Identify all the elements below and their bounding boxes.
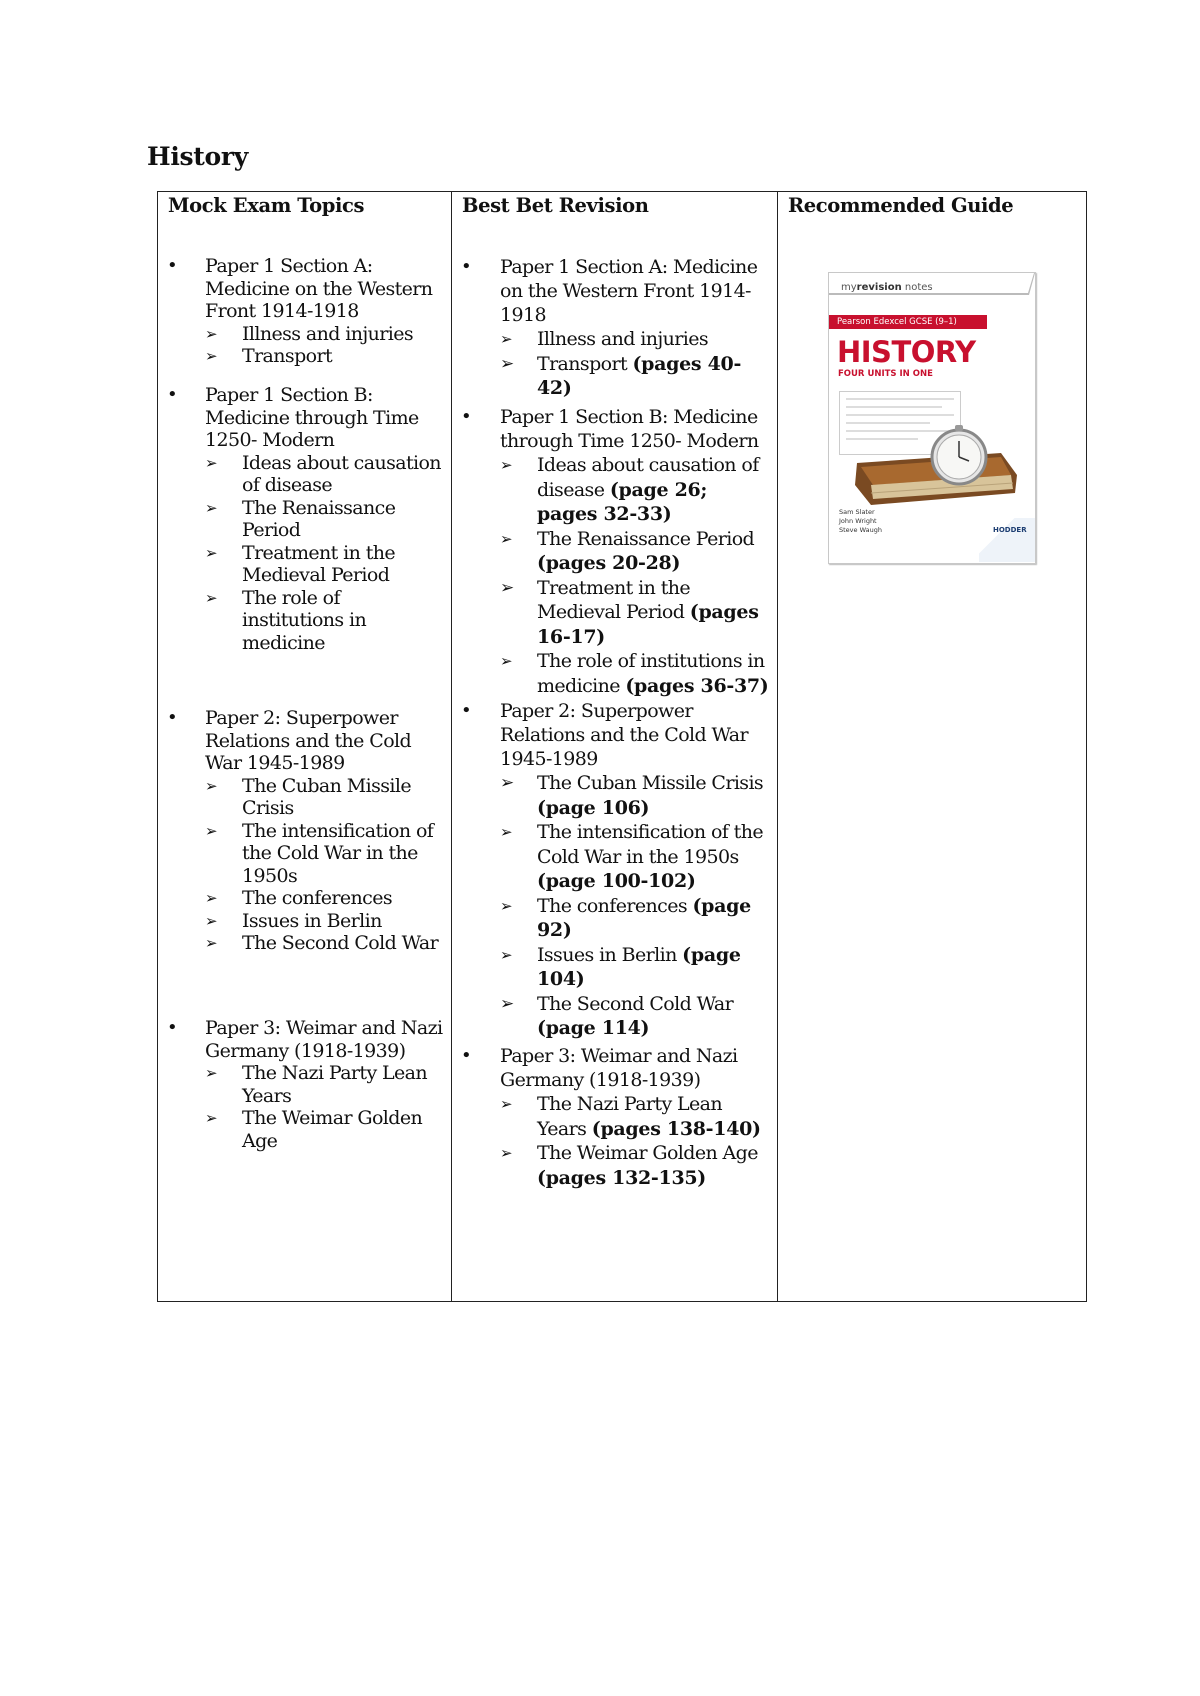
subtopic-text: The intensification of the Cold War in the 1950s xyxy=(242,819,434,887)
list-item xyxy=(452,992,777,1041)
arrow-bullet-icon: ➢ xyxy=(500,456,512,474)
arrow-bullet-icon: ➢ xyxy=(205,347,217,365)
page-reference: (pages 16-17) xyxy=(537,601,759,648)
subtopic-text: The Renaissance Period xyxy=(242,496,396,541)
revision-topic xyxy=(452,1044,777,1190)
subtopic-text: The Cuban Missile Crisis xyxy=(242,774,411,819)
revision-topic xyxy=(452,699,777,1041)
page-reference: (pages 40-42) xyxy=(537,352,742,399)
revision-topic-heading-text: Paper 3: Weimar and Nazi Germany (1918-1939) xyxy=(500,1045,738,1091)
list-item xyxy=(452,527,777,576)
book-brand: myrevision notes xyxy=(841,282,933,293)
bullet-icon: • xyxy=(461,256,472,277)
arrow-bullet-icon: ➢ xyxy=(205,1109,217,1127)
revision-list xyxy=(452,222,777,1222)
list-item xyxy=(452,576,777,650)
list-item xyxy=(158,452,451,497)
bullet-icon: • xyxy=(461,700,472,721)
mock-topics-list xyxy=(158,222,451,1222)
list-item xyxy=(452,453,777,527)
revision-topic-heading-text: Paper 2: Superpower Relations and the Cold War 1945-1989 xyxy=(500,700,748,770)
list-item xyxy=(158,1062,451,1107)
mock-topic-heading xyxy=(158,384,451,452)
page-reference: (page 26; pages 32-33) xyxy=(537,478,708,525)
arrow-bullet-icon: ➢ xyxy=(500,773,514,793)
subtopic-text: The Weimar Golden Age xyxy=(537,1142,758,1164)
arrow-bullet-icon: ➢ xyxy=(500,993,514,1014)
subtopic-text: Issues in Berlin xyxy=(242,909,382,932)
subtopic-text: The intensification of the Cold War in the 1950s xyxy=(537,821,763,868)
subtopic-text: Transport xyxy=(242,345,332,367)
guide-content xyxy=(778,222,1086,1222)
revision-topic xyxy=(452,405,777,698)
arrow-bullet-icon: ➢ xyxy=(205,324,217,343)
subtopic-text: Treatment in the Medieval Period xyxy=(242,541,396,586)
subtopic-text: Transport xyxy=(537,352,627,375)
page-reference: (page 92) xyxy=(537,894,751,941)
list-item xyxy=(158,775,451,820)
mock-topic-heading-text: Paper 1 Section B: Medicine through Time 1250- Modern xyxy=(205,384,419,451)
arrow-bullet-icon: ➢ xyxy=(500,1095,512,1113)
mock-topic-heading xyxy=(158,255,451,323)
list-item xyxy=(158,932,451,955)
revision-header: Best Bet Revision xyxy=(462,194,649,217)
revision-topic-heading-text: Paper 1 Section A: Medicine on the Western Front 1914-1918 xyxy=(500,256,758,326)
book-title: HISTORY xyxy=(837,335,976,369)
subtopic-text: The Nazi Party Lean Years xyxy=(242,1062,428,1107)
list-item xyxy=(158,497,451,542)
list-item xyxy=(158,542,451,587)
revision-topic-heading-text: Paper 1 Section B: Medicine through Time 1250- Modern xyxy=(500,406,759,452)
revision-subtopic-list xyxy=(452,327,777,401)
arrow-bullet-icon: ➢ xyxy=(205,588,217,607)
page-reference: (page 104) xyxy=(537,943,741,990)
subtopic-text: The Second Cold War xyxy=(537,992,734,1015)
list-item xyxy=(452,943,777,992)
revision-topic-heading xyxy=(452,255,777,327)
arrow-bullet-icon: ➢ xyxy=(500,896,512,915)
bullet-icon: • xyxy=(461,406,472,427)
page-reference: (page 100-102) xyxy=(537,870,696,892)
subtopic-text: The role of institutions in medicine xyxy=(242,586,367,654)
list-item xyxy=(158,345,451,368)
list-item xyxy=(452,1092,777,1141)
revision-topic-heading xyxy=(452,699,777,771)
page-title: History xyxy=(147,142,249,171)
list-item xyxy=(452,771,777,820)
revision-subtopic-list xyxy=(452,1092,777,1190)
arrow-bullet-icon: ➢ xyxy=(205,821,217,840)
arrow-bullet-icon: ➢ xyxy=(205,498,217,517)
book-authors: Sam Slater John Wright Steve Waugh xyxy=(839,508,882,534)
subtopic-text: The Renaissance Period xyxy=(537,527,755,550)
bullet-icon: • xyxy=(167,255,178,276)
bullet-icon: • xyxy=(167,707,178,728)
arrow-bullet-icon: ➢ xyxy=(500,330,512,348)
mock-subtopic-list xyxy=(158,452,451,655)
page-reference: (pages 132-135) xyxy=(537,1166,706,1189)
mock-subtopic-list xyxy=(158,1062,451,1152)
mock-topic xyxy=(158,255,451,368)
list-item xyxy=(452,649,777,698)
revision-subtopic-list xyxy=(452,771,777,1041)
subtopic-text: The conferences xyxy=(537,894,687,917)
revision-subtopic-list xyxy=(452,453,777,698)
list-item xyxy=(158,910,451,933)
list-item xyxy=(158,323,451,346)
subtopic-text: Illness and injuries xyxy=(537,328,709,350)
mock-topic-heading-text: Paper 3: Weimar and Nazi Germany (1918-1939) xyxy=(205,1017,443,1062)
arrow-bullet-icon: ➢ xyxy=(500,577,514,598)
arrow-bullet-icon: ➢ xyxy=(205,1064,217,1082)
subtopic-text: The role of institutions in medicine xyxy=(537,650,765,697)
page-reference: (pages 36-37) xyxy=(625,674,769,697)
subtopic-text: The Cuban Missile Crisis xyxy=(537,772,764,794)
subtopic-text: The Nazi Party Lean Years xyxy=(537,1093,723,1140)
page-reference: (pages 138-140) xyxy=(591,1117,761,1140)
list-item xyxy=(158,887,451,910)
arrow-bullet-icon: ➢ xyxy=(500,652,512,670)
arrow-bullet-icon: ➢ xyxy=(500,1144,512,1162)
mock-topic-heading-text: Paper 1 Section A: Medicine on the Western Front 1914-1918 xyxy=(205,255,433,322)
arrow-bullet-icon: ➢ xyxy=(205,934,217,952)
list-item xyxy=(158,1107,451,1152)
subtopic-text: Illness and injuries xyxy=(242,322,414,345)
mock-topic xyxy=(158,1017,451,1152)
revision-topic-heading xyxy=(452,405,777,453)
revision-table xyxy=(157,191,1087,1302)
subtopic-text: Issues in Berlin xyxy=(537,943,677,966)
mock-topics-header: Mock Exam Topics xyxy=(168,194,365,217)
bullet-icon: • xyxy=(167,384,178,405)
arrow-bullet-icon: ➢ xyxy=(205,889,217,907)
publisher-logo: HODDER xyxy=(979,518,1035,562)
page-reference: (pages 20-28) xyxy=(537,552,681,574)
arrow-bullet-icon: ➢ xyxy=(500,945,512,964)
mock-subtopic-list xyxy=(158,323,451,368)
subtopic-text: The Second Cold War xyxy=(242,932,439,954)
book-exam-board: Pearson Edexcel GCSE (9–1) xyxy=(829,315,987,329)
book-subtitle: FOUR UNITS IN ONE xyxy=(838,369,933,379)
mock-topic-heading xyxy=(158,1017,451,1062)
arrow-bullet-icon: ➢ xyxy=(500,529,512,548)
subtopic-text: The conferences xyxy=(242,887,392,909)
bullet-icon: • xyxy=(167,1017,178,1038)
arrow-bullet-icon: ➢ xyxy=(500,353,514,374)
mock-topic-heading-text: Paper 2: Superpower Relations and the Cold War 1945-1989 xyxy=(205,707,412,774)
mock-topic-heading xyxy=(158,707,451,775)
guide-cell xyxy=(778,192,1087,1302)
list-item xyxy=(158,820,451,888)
page-reference: (page 106) xyxy=(537,796,650,819)
book-cover-image xyxy=(828,272,1036,564)
arrow-bullet-icon: ➢ xyxy=(205,911,217,930)
arrow-bullet-icon: ➢ xyxy=(205,543,217,562)
revision-topic xyxy=(452,255,777,401)
list-item xyxy=(452,1141,777,1190)
list-item xyxy=(452,327,777,352)
guide-header: Recommended Guide xyxy=(788,194,1014,217)
revision-topic-heading xyxy=(452,1044,777,1092)
revision-cell xyxy=(452,192,778,1302)
list-item xyxy=(452,894,777,943)
subtopic-text: Ideas about causation of disease xyxy=(537,454,759,501)
page-reference: (page 114) xyxy=(537,1017,650,1039)
list-item xyxy=(158,587,451,655)
subtopic-text: Ideas about causation of disease xyxy=(242,451,441,496)
arrow-bullet-icon: ➢ xyxy=(205,453,217,472)
subtopic-text: Treatment in the Medieval Period xyxy=(537,576,691,623)
mock-topic xyxy=(158,707,451,955)
mock-topic xyxy=(158,384,451,654)
mock-topics-cell xyxy=(158,192,452,1302)
mock-subtopic-list xyxy=(158,775,451,955)
list-item xyxy=(452,820,777,894)
book-and-watch-illustration xyxy=(851,423,1021,511)
subtopic-text: The Weimar Golden Age xyxy=(242,1107,423,1152)
list-item xyxy=(452,352,777,401)
bullet-icon: • xyxy=(461,1045,472,1066)
arrow-bullet-icon: ➢ xyxy=(205,776,217,795)
arrow-bullet-icon: ➢ xyxy=(500,823,512,841)
